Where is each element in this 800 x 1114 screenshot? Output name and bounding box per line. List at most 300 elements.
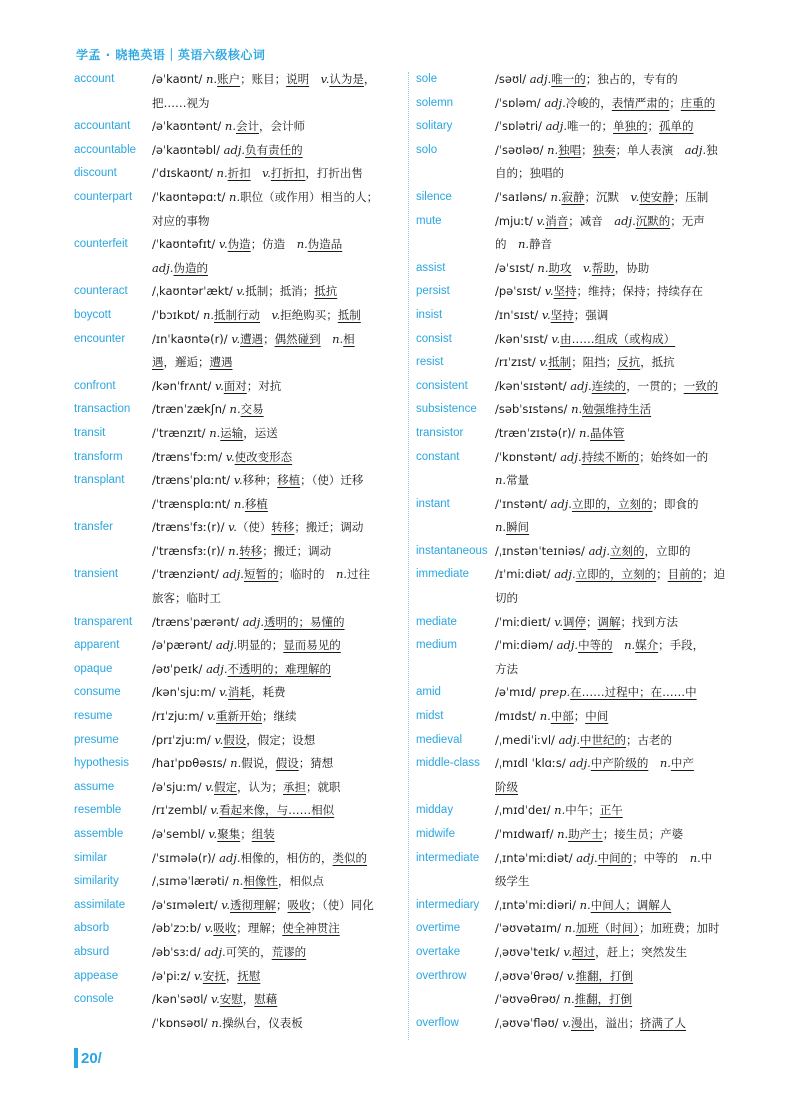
text-segment: 静音 (529, 237, 553, 252)
part-of-speech: n. (557, 827, 569, 841)
definition (152, 988, 404, 1035)
definition (495, 1012, 736, 1036)
part-of-speech: n. (578, 425, 591, 440)
definition (152, 941, 404, 965)
text-segment: /ˈmɪdwaɪf/ (495, 827, 558, 841)
key-meaning: 中产 (670, 756, 694, 771)
text-segment: ；猜想 (298, 756, 334, 771)
headword: overflow (416, 1016, 459, 1029)
part-of-speech: v. (210, 803, 220, 818)
definition (495, 257, 736, 281)
key-meaning: 伪造的 (173, 260, 208, 275)
vocab-entry (74, 162, 404, 186)
part-of-speech: adj. (219, 850, 241, 865)
part-of-speech: adj. (570, 378, 592, 393)
part-of-speech: v. (219, 685, 228, 700)
headword: confront (74, 379, 116, 392)
part-of-speech: v. (544, 284, 554, 299)
text-segment: /mjuːt/ (495, 213, 537, 228)
definition (152, 965, 404, 989)
definition (495, 965, 736, 1012)
text-segment: ， (225, 968, 238, 983)
text-segment: 中午； (565, 803, 600, 818)
definition (152, 162, 404, 186)
headword: solitary (416, 120, 453, 133)
part-of-speech: n. (571, 402, 583, 417)
vocab-entry (416, 729, 736, 753)
text-segment: /rɪˈzɪst/ (495, 355, 540, 370)
text-segment: ；即食的 (652, 496, 699, 511)
text-segment: ；对抗 (246, 378, 282, 393)
text-segment: 冷峻的， (565, 95, 612, 110)
definition (152, 446, 404, 470)
vocab-entry (416, 422, 736, 446)
key-meaning: 重新开始 (215, 709, 262, 724)
headword: apparent (74, 639, 120, 652)
vocab-entry (74, 799, 404, 823)
key-meaning: 打折扣 (270, 166, 306, 181)
definition-line (495, 446, 736, 470)
definition (495, 304, 736, 328)
text-segment: 对应的事物 (152, 213, 210, 228)
part-of-speech: v. (221, 897, 231, 912)
headword: accountable (74, 143, 137, 156)
definition-line (152, 68, 404, 92)
definition (152, 776, 404, 800)
key-meaning: 转移 (239, 543, 263, 558)
key-meaning: 移植 (277, 473, 301, 488)
definition-line (495, 516, 736, 540)
definition-line (495, 540, 736, 564)
text-segment: /əˈsɪməleɪt/ (152, 897, 222, 912)
key-meaning: 短暂的 (243, 567, 279, 582)
text-segment: ； (240, 827, 252, 841)
text-segment: ；独占的，专有的 (585, 72, 678, 86)
text-segment: /haɪˈpɒθəsɪs/ (152, 756, 231, 771)
headword: overthrow (416, 969, 467, 982)
vocab-entry (416, 917, 736, 941)
part-of-speech: v. (225, 449, 235, 464)
text-segment: ；就职 (306, 779, 341, 794)
text-segment (613, 638, 625, 652)
key-meaning: 安抚 (202, 968, 226, 983)
text-segment: /trænˈzɪstə(r)/ (495, 425, 579, 440)
text-segment: ，打折出售 (305, 166, 363, 181)
definition-line (152, 752, 404, 776)
headword: constant (416, 450, 460, 463)
part-of-speech: adj. (544, 95, 566, 110)
key-meaning: 立刻的 (610, 543, 645, 558)
text-segment: /ˌsɪməˈlærəti/ (152, 874, 233, 889)
key-meaning: 消耗 (227, 685, 251, 700)
vocab-entry (416, 540, 736, 564)
definition-line (495, 705, 736, 729)
definition-line (152, 1012, 404, 1036)
key-meaning: 移植 (244, 496, 268, 511)
text-segment: /ˌmediˈiːvl/ (495, 732, 559, 747)
vocab-entry (74, 776, 404, 800)
text-segment: ；账目； (240, 72, 287, 86)
definition-line (495, 563, 736, 587)
definition (152, 233, 404, 280)
key-meaning: 持续不断的 (581, 449, 640, 464)
headword: assemble (74, 828, 124, 840)
key-meaning: 假定 (214, 779, 237, 794)
text-segment (648, 756, 660, 770)
definition-line (495, 280, 736, 304)
part-of-speech: n. (211, 1015, 223, 1030)
key-meaning: 会计 (235, 119, 259, 134)
part-of-speech: n. (216, 166, 228, 181)
vocab-entry (416, 799, 736, 823)
headword: sole (416, 73, 438, 85)
text-segment: ，认为； (237, 779, 283, 794)
text-segment: 拒绝购买； (280, 307, 338, 322)
text-segment (571, 261, 583, 275)
text-segment: ，协助 (614, 260, 650, 275)
text-segment: ；减音 (568, 213, 615, 228)
headword: mute (416, 214, 442, 227)
text-segment: /əˈsjuːm/ (152, 779, 206, 794)
text-segment: ；（使）迁移 (300, 473, 364, 488)
text-segment: ；压制 (673, 189, 709, 204)
text-segment: 操纵台，仪表板 (222, 1015, 303, 1030)
text-segment: 常量 (506, 473, 530, 488)
part-of-speech: v. (262, 166, 271, 181)
text-segment: /trænsˈfɔːm/ (152, 449, 226, 464)
part-of-speech: v. (554, 614, 563, 629)
text-segment: ，抵抗 (640, 355, 675, 370)
part-of-speech: n. (229, 402, 241, 417)
definition (495, 540, 736, 564)
definition-line (495, 776, 736, 800)
text-segment: /mɪdst/ (495, 709, 540, 724)
part-of-speech: adj. (206, 661, 228, 676)
part-of-speech: n. (233, 496, 245, 511)
footer-accent-bar (74, 1048, 78, 1068)
vocab-entry (416, 681, 736, 705)
text-segment: 明显的； (237, 638, 284, 653)
definition (152, 398, 404, 422)
definition (495, 681, 736, 705)
key-meaning: 坚持 (553, 284, 577, 299)
text-segment: /səbˈsɪstəns/ (495, 402, 572, 417)
key-meaning: 相 (343, 331, 355, 346)
key-meaning: 表情严肃的 (611, 95, 670, 110)
key-meaning: 漫出 (571, 1015, 595, 1030)
text-segment: ；（使）同化 (310, 897, 374, 912)
text-segment: ；沉默 (584, 189, 631, 204)
definition (152, 823, 404, 847)
text-segment: ； (276, 897, 288, 912)
key-meaning: 中间 (585, 709, 609, 724)
definition-line (495, 988, 736, 1012)
part-of-speech: adj. (569, 756, 591, 771)
text-segment: /əˈmɪd/ (495, 685, 540, 700)
text-segment: /rɪˈzembl/ (152, 803, 211, 818)
definition-line (495, 351, 736, 375)
part-of-speech: adj. (545, 119, 568, 134)
text-segment: /ˈsəʊləʊ/ (495, 142, 548, 157)
definition-line (495, 210, 736, 234)
vocab-entry (74, 516, 404, 563)
part-of-speech: n. (547, 142, 559, 157)
key-meaning: 挤满了人 (640, 1015, 687, 1030)
headword: assume (74, 780, 115, 793)
text-segment: /prɪˈzjuːm/ (152, 732, 215, 747)
text-segment: 假说， (241, 756, 276, 771)
vocab-entry (416, 139, 736, 186)
headword: midday (416, 804, 454, 817)
vocab-entry (74, 233, 404, 280)
text-segment: 职位（或作用）相当的人； (240, 189, 379, 204)
key-meaning: 消音 (545, 213, 569, 228)
text-segment: /əˈpiːz/ (152, 968, 195, 983)
headword: midwife (416, 828, 455, 840)
definition (152, 752, 404, 776)
part-of-speech: n. (206, 72, 218, 86)
text-segment: /ˈbɔɪkɒt/ (152, 307, 203, 322)
headword: mediate (416, 615, 457, 628)
vocab-entry (416, 375, 736, 399)
text-segment: 相像的，相仿的， (240, 850, 333, 865)
vocab-entry (416, 210, 736, 257)
definition-line (495, 729, 736, 753)
headword: encounter (74, 332, 126, 345)
part-of-speech: v. (208, 827, 218, 841)
definition-line (152, 115, 404, 139)
column-divider (408, 72, 409, 1040)
text-segment: /ˌmɪdl ˈklɑːs/ (495, 756, 570, 771)
text-segment: /əˈsɪst/ (495, 260, 538, 275)
key-meaning: 承担 (283, 779, 306, 794)
vocab-entry (74, 422, 404, 446)
part-of-speech: adj. (558, 732, 581, 747)
definition (495, 894, 736, 918)
part-of-speech: adj. (529, 72, 552, 86)
headword: account (74, 73, 115, 85)
definition-line (495, 493, 736, 517)
text-segment: 把……视为 (152, 95, 210, 110)
definition (495, 917, 736, 941)
key-meaning: 聚集 (217, 827, 241, 841)
vocab-entry (74, 280, 404, 304)
text-segment: /ˈsaɪləns/ (495, 189, 551, 204)
text-segment: ； (647, 119, 660, 134)
definition (495, 139, 736, 186)
definition-line (152, 634, 404, 658)
definition-line (152, 847, 404, 871)
text-segment: ；搬迁；调动 (294, 520, 364, 535)
vocab-entry (416, 257, 736, 281)
definition-line (495, 965, 736, 989)
text-segment: 切的 (495, 591, 518, 606)
definition (495, 752, 736, 799)
vocab-entry (74, 115, 404, 139)
vocab-entry (74, 729, 404, 753)
headword: similar (74, 851, 108, 864)
definition-line (495, 941, 736, 965)
text-segment: 唯一的； (567, 119, 614, 134)
text-segment: ；迫 (702, 567, 726, 582)
definition-line (152, 917, 404, 941)
text-segment: /ˈkɒnsəʊl/ (152, 1015, 212, 1030)
key-meaning: 吸收 (213, 921, 237, 936)
headword: medieval (416, 733, 463, 746)
vocab-entry (74, 681, 404, 705)
definition-line (495, 68, 736, 92)
headword: resist (416, 356, 444, 369)
key-meaning: 目前的 (667, 567, 703, 582)
key-meaning: 负有责任的 (245, 142, 303, 157)
headword: resemble (74, 804, 122, 817)
text-segment: /ˌəʊvəˈθrəʊ/ (495, 968, 567, 983)
headword: subsistence (416, 403, 477, 416)
part-of-speech: v. (271, 307, 281, 322)
part-of-speech: n. (554, 803, 566, 818)
vocab-entry (74, 941, 404, 965)
definition (152, 729, 404, 753)
text-segment: /ˈkaʊntəfɪt/ (152, 237, 219, 252)
key-meaning: 使安静 (639, 189, 674, 204)
definition-line (495, 847, 736, 871)
text-segment: /ˈdɪskaʊnt/ (152, 166, 217, 181)
part-of-speech: n. (230, 756, 242, 771)
headword: consistent (416, 379, 468, 392)
definition (495, 92, 736, 116)
key-meaning: 假设 (275, 756, 299, 771)
headword: immediate (416, 568, 470, 581)
key-meaning: 抵制 (337, 307, 361, 322)
vocab-entry (74, 752, 404, 776)
definition-line (495, 257, 736, 281)
key-meaning: 调解 (597, 614, 621, 629)
headword: medium (416, 639, 457, 652)
headword: resume (74, 710, 113, 723)
key-meaning: 认为是 (329, 72, 364, 86)
text-segment: 旅客；临时工 (152, 591, 221, 606)
part-of-speech: adj. (588, 543, 611, 558)
definition (152, 894, 404, 918)
key-meaning: 阶级 (495, 779, 518, 794)
part-of-speech: adj. (204, 944, 226, 959)
vocab-entry (416, 1012, 736, 1036)
definition-line (152, 823, 404, 847)
definition-line (152, 280, 404, 304)
vocab-entry (416, 563, 736, 610)
definition-line (152, 658, 404, 682)
text-segment: ； (573, 709, 586, 724)
definition (152, 563, 404, 610)
headword: consume (74, 686, 121, 699)
vocab-entry (416, 705, 736, 729)
definition (152, 469, 404, 516)
vocab-entry (416, 894, 736, 918)
text-segment: /əbˈzɔːb/ (152, 921, 205, 936)
vocab-entry (74, 611, 404, 635)
part-of-speech: n. (332, 331, 344, 346)
text-segment: ，邂逅； (163, 355, 210, 370)
vocab-entry (74, 917, 404, 941)
definition-line (495, 823, 736, 847)
headword: overtime (416, 922, 461, 935)
definition-line (152, 870, 404, 894)
key-meaning: 超过 (572, 944, 596, 959)
text-segment: /ɪnˈsɪst/ (495, 307, 542, 322)
key-meaning: 抵制行动 (214, 307, 260, 322)
part-of-speech: adj. (684, 142, 707, 157)
text-segment: ；搬迁；调动 (262, 543, 332, 558)
part-of-speech: adj. (556, 638, 579, 653)
part-of-speech: n. (296, 237, 308, 252)
vocab-entry (74, 894, 404, 918)
part-of-speech: v. (207, 709, 216, 724)
definition (152, 634, 404, 658)
text-segment: ，会计师 (258, 119, 305, 134)
part-of-speech: n. (495, 520, 507, 535)
text-segment: /ˌmɪdˈdeɪ/ (495, 803, 555, 818)
key-meaning: 伪造 (227, 237, 251, 252)
vocab-entry (74, 375, 404, 399)
key-meaning: 调停 (563, 614, 586, 629)
part-of-speech: v. (236, 284, 246, 299)
definition (152, 917, 404, 941)
text-segment: ； (669, 95, 681, 110)
headword: counterfeit (74, 238, 128, 251)
text-segment: /ˌəʊvəˈfləʊ/ (495, 1015, 563, 1030)
key-meaning: 说明 (286, 72, 310, 86)
text-segment: ；强调 (573, 307, 609, 322)
part-of-speech: v. (536, 213, 546, 228)
part-of-speech: v. (630, 189, 640, 204)
key-meaning: 连续的 (591, 378, 627, 393)
definition-line (152, 186, 404, 210)
key-meaning: 中产阶级的 (590, 756, 649, 771)
definition (152, 139, 404, 163)
key-meaning: 在……过程中；在……中 (570, 685, 697, 700)
text-segment: /trænˈzækʃn/ (152, 402, 230, 417)
left-column (74, 68, 404, 1035)
definition (152, 375, 404, 399)
key-meaning: 中等的 (578, 638, 613, 653)
text-segment: /ɪˈmiːdiət/ (495, 567, 555, 582)
text-segment: /ˌɪntəˈmiːdiəri/ (495, 897, 580, 912)
text-segment: ；找到方法 (620, 614, 678, 629)
vocab-entry (74, 68, 404, 115)
text-segment: /əˈpærənt/ (152, 638, 216, 653)
text-segment: /ˌɪnstənˈteɪniəs/ (495, 543, 589, 558)
text-segment: ， (242, 992, 255, 1007)
part-of-speech: v. (231, 331, 241, 346)
key-meaning: 由……组成（或构成） (560, 331, 676, 346)
text-segment: /kənˈfrʌnt/ (152, 378, 215, 393)
text-segment: /ˈəʊvətaɪm/ (495, 921, 565, 936)
text-segment: /ˈɪnstənt/ (495, 496, 551, 511)
headword: silence (416, 190, 452, 203)
definition (495, 375, 736, 399)
text-segment: 抵制；抵消； (245, 284, 315, 299)
key-meaning: 运输 (220, 425, 244, 440)
definition-line (495, 233, 736, 257)
definition-line (495, 752, 736, 776)
vocab-entry (74, 870, 404, 894)
definition-line (152, 446, 404, 470)
headword: similarity (74, 875, 119, 888)
key-meaning: 抵制 (548, 355, 572, 370)
key-meaning: 使改变形态 (234, 449, 293, 464)
part-of-speech: v. (551, 331, 561, 346)
text-segment: /rɪˈzjuːm/ (152, 709, 208, 724)
